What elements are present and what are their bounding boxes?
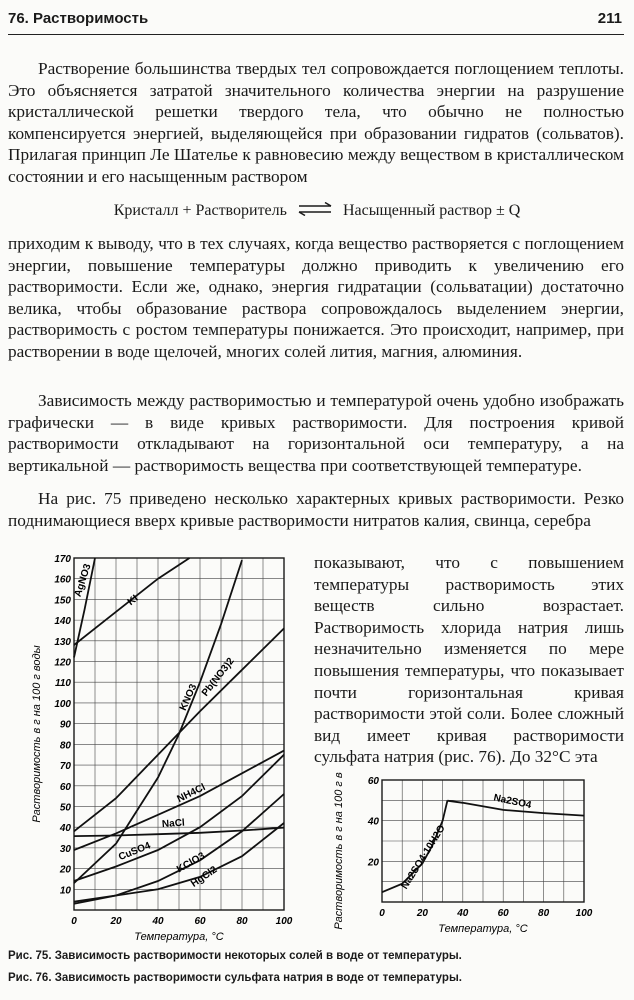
y-tick-label: 30 (59, 843, 71, 855)
y-tick-label: 170 (54, 554, 71, 565)
y-tick-label: 40 (367, 816, 379, 828)
section-title: 76. Растворимость (8, 10, 149, 27)
series-label: KClO3 (175, 850, 207, 876)
paragraph-5: показывают, что с повышением температуры растворимость этих веществ сильно возрастает. Растворимость хлорида натрия лишь незначительно изменяется по мере повышения температуры, что показывает почти горизонтальная кривая растворимости этой соли. Более сложный вид имеет кривая растворимости сульфата натрия (рис. 76). До 32°С эта (314, 553, 624, 767)
y-tick-label: 120 (54, 657, 71, 669)
y-tick-label: 150 (54, 595, 71, 607)
y-tick-label: 160 (54, 574, 71, 586)
y-tick-label: 20 (59, 864, 71, 876)
series-label: Na2SO4 (492, 792, 533, 812)
series-label: Pb(NO3)2 (199, 655, 237, 699)
x-tick-label: 60 (497, 908, 509, 919)
equilibrium-arrow-icon (297, 202, 333, 221)
series-label: NH4Cl (175, 781, 208, 806)
x-axis-label: Температура, °С (438, 923, 528, 935)
x-tick-label: 100 (575, 908, 593, 919)
x-tick-label: 0 (71, 916, 77, 927)
y-tick-label: 40 (59, 823, 71, 835)
y-tick-label: 10 (59, 885, 71, 897)
x-tick-label: 60 (194, 916, 206, 927)
y-tick-label: 50 (59, 802, 71, 814)
y-tick-label: 70 (59, 761, 71, 773)
series-label: Na2SO4·10H2O (399, 823, 448, 892)
series-label: CuSO4 (117, 840, 153, 864)
figure-76-caption: Рис. 76. Зависимость растворимости сульфата натрия в воде от температуры. (8, 972, 462, 984)
figure-75-chart (10, 552, 310, 944)
y-tick-label: 110 (55, 678, 71, 690)
x-tick-label: 0 (379, 908, 385, 919)
y-tick-label: 60 (59, 781, 71, 793)
x-tick-label: 80 (236, 916, 248, 927)
y-tick-label: 60 (367, 776, 379, 787)
x-axis-label: Температура, °С (134, 931, 224, 943)
series-label: HgCl2 (189, 864, 220, 890)
x-tick-label: 20 (110, 916, 122, 927)
series-label: KNO3 (177, 682, 200, 713)
y-tick-label: 100 (54, 698, 71, 710)
y-axis-label: Растворимость в г на 100 г воды (31, 645, 43, 823)
x-tick-label: 100 (275, 916, 293, 927)
figure-76 (318, 772, 624, 944)
page-header (8, 4, 624, 35)
y-tick-label: 90 (59, 719, 71, 731)
x-tick-label: 80 (538, 908, 550, 919)
paragraph-2: приходим к выводу, что в тех случаях, когда вещество растворяется с поглощением энергии, повышение температуры должно приводить к увеличению его растворимости. Если же, однако, энергия гидратации (сольватации) достаточно велика, чтобы образование раствора сопровождалось выделением энергии, растворимость с ростом температуры понижается. Это происходит, например, при растворении в воде щелочей, многих солей лития, магния, алюминия. (8, 234, 624, 361)
paragraph-4: На рис. 75 приведено несколько характерных кривых растворимости. Резко поднимающиеся вверх кривые растворимости нитратов калия, свинца, серебра (8, 489, 624, 530)
paragraph-3: Зависимость между растворимостью и температурой очень удобно изображать графически — в виде кривых растворимости. Для построения кривой растворимости откладывают на горизонтальной оси температуру, а на вертикальной — растворимость вещества при соответствующей температуре. (8, 391, 624, 475)
equation-right: Насыщенный раствор ± Q (342, 202, 521, 220)
x-tick-label: 40 (457, 908, 469, 919)
equation-left: Кристалл + Растворитель (113, 202, 287, 220)
series-label: NaCl (161, 817, 186, 831)
x-tick-label: 20 (416, 908, 428, 919)
paragraph-1: Растворение большинства твердых тел сопровождается поглощением теплоты. Это объясняется затратой значительного количества энергии на разрушение кристаллической решетки твердого тела, что обычно не полностью компенсируется энергией, выделяющейся при образовании гидратов (сольватов). Прилагая принцип Ле Шателье к равновесию между веществом в кристаллическом состоянии и его насыщенным раствором (8, 59, 624, 186)
figure-75 (10, 552, 310, 944)
y-tick-label: 140 (54, 616, 71, 628)
series-label: KI (125, 593, 141, 608)
y-tick-label: 20 (367, 857, 379, 869)
figure-75-caption: Рис. 75. Зависимость растворимости некоторых солей в воде от температуры. (8, 950, 462, 962)
page-number: 211 (597, 10, 622, 27)
series-label: AgNO3 (72, 562, 94, 599)
figure-76-chart (318, 772, 624, 944)
y-axis-label: Растворимость в г на 100 г воды (333, 772, 345, 930)
x-tick-label: 40 (152, 916, 164, 927)
y-tick-label: 130 (54, 636, 71, 648)
y-tick-label: 80 (59, 740, 71, 752)
equilibrium-equation (0, 202, 634, 221)
